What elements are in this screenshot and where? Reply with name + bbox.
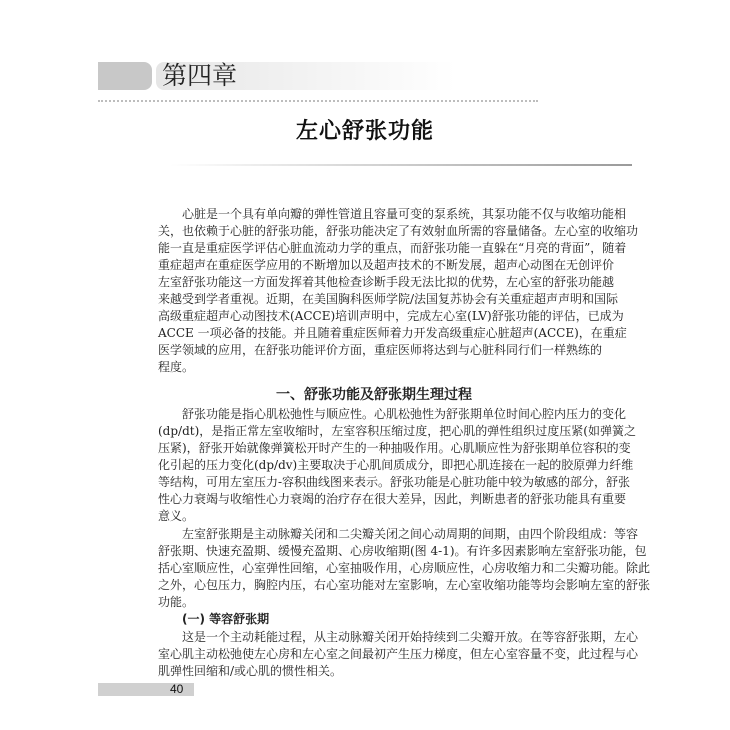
- text-line: ACCE 一项必备的技能。并且随着重症医师着力开发高级重症心脏超声(ACCE)，在重症: [158, 326, 627, 340]
- dotted-divider: [98, 100, 538, 102]
- text-line: 程度。: [158, 360, 195, 374]
- text-line: 重症超声在重症医学应用的不断增加以及超声技术的不断发展，超声心动图在无创评价: [158, 258, 615, 272]
- title-rule: [170, 164, 632, 166]
- subsection-paragraph: [158, 629, 639, 680]
- text-line: 能一直是重症医学评估心脏血流动力学的重点，而舒张功能一直躲在“月亮的背面”，随着: [158, 241, 627, 255]
- chapter-label: 第四章: [162, 61, 238, 90]
- text-line: 性心力衰竭与收缩性心力衰竭的治疗存在很大差异，因此，判断患者的舒张功能具有重要: [158, 492, 627, 506]
- text-line: 之外，心包压力，胸腔内压，右心室功能对左室影响，左心室收缩功能等均会影响左室的舒张: [158, 578, 651, 592]
- section-heading: 一、舒张功能及舒张期生理过程: [276, 387, 472, 403]
- text-line: 等结构，可用左室压力-容积曲线图来表示。舒张功能是心脏功能中较为敏感的部分，舒张: [158, 475, 631, 489]
- text-line: 心脏是一个具有单向瓣的弹性管道且容量可变的泵系统，其泵功能不仅与收缩功能相: [182, 207, 627, 221]
- text-line: 这是一个主动耗能过程，从主动脉瓣关闭开始持续到二尖瓣开放。在等容舒张期，左心: [182, 630, 639, 644]
- chapter-tab-block: [98, 62, 152, 90]
- text-line: 左室舒张期是主动脉瓣关闭和二尖瓣关闭之间心动周期的间期，由四个阶段组成：等容: [182, 527, 639, 541]
- text-line: 医学领域的应用，在舒张功能评价方面，重症医师将达到与心脏科同行们一样熟练的: [158, 343, 603, 357]
- text-line: 高级重症超声心动图技术(ACCE)培训声明中，完成左心室(LV)舒张功能的评估，已成为: [158, 309, 624, 323]
- text-line: 压紧)，舒张开始就像弹簧松开时产生的一种抽吸作用。心肌顺应性为舒张期单位容积的变: [158, 441, 631, 455]
- text-line: 化引起的压力变化(dp/dv)主要取决于心肌间质成分，即把心肌连接在一起的胶原弹力纤维: [158, 458, 634, 472]
- text-line: 肌弹性回缩和/或心肌的惯性相关。: [158, 664, 343, 678]
- intro-paragraph: [158, 206, 639, 376]
- text-line: 舒张期、快速充盈期、缓慢充盈期、心房收缩期(图 4-1)。有许多因素影响左室舒张功能，包: [158, 544, 647, 558]
- text-line: 功能。: [158, 595, 195, 609]
- text-line: 意义。: [158, 509, 195, 523]
- section-paragraph-1: [158, 406, 636, 525]
- subsection-heading: (一) 等容舒张期: [182, 612, 270, 626]
- section-paragraph-2: [158, 526, 651, 611]
- text-line: (dp/dt)，是指正常左室收缩时，左室容积压缩过度，把心肌的弹性组织过度压紧(如弹簧之: [158, 424, 636, 438]
- text-line: 室心肌主动松弛使左心房和左心室之间最初产生压力梯度，但左心室容量不变，此过程与心: [158, 647, 639, 661]
- page-number: 40: [170, 682, 184, 696]
- text-line: 括心室顺应性，心室弹性回缩，心室抽吸作用，心房顺应性，心房收缩力和二尖瓣功能。除此: [158, 561, 651, 575]
- text-line: 左室舒张功能这一方面发挥着其他检查诊断手段无法比拟的优势，左心室的舒张功能越: [158, 275, 615, 289]
- text-line: 来越受到学者重视。近期，在美国胸科医师学院/法国复苏协会有关重症超声声明和国际: [158, 292, 619, 306]
- text-line: 关，也依赖于心脏的舒张功能，舒张功能决定了有效射血所需的容量储备。左心室的收缩功: [158, 224, 639, 238]
- page-title: 左心舒张功能: [295, 118, 434, 144]
- text-line: 舒张功能是指心肌松弛性与顺应性。心肌松弛性为舒张期单位时间心腔内压力的变化: [182, 407, 627, 421]
